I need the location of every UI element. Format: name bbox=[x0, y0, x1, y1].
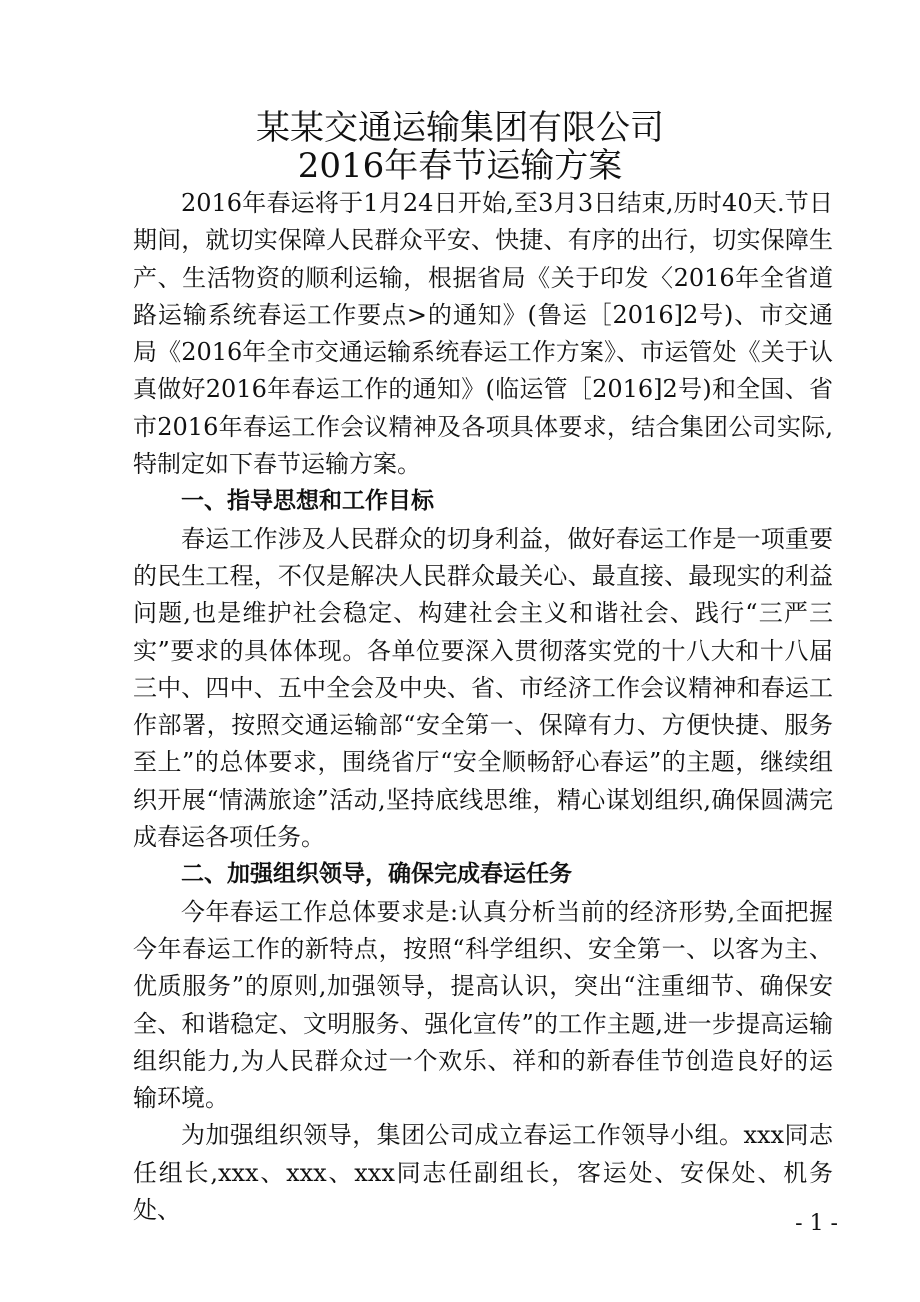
intro-paragraph: 2016年春运将于1月24日开始,至3月3日结束,历时40天.节日期间，就切实保障人民群众平安、快捷、有序的出行，切实保障生产、生活物资的顺利运输，根据省局《关于印发〈2016年全省道路运输系统春运工作要点>的通知》(鲁运［2016]2号)、市交通局《2016年全市交通运输系统春运工作方案》、市运管处《关于认真做好2016年春运工作的通知》(临运管［2016]2号)和全国、省市2016年春运工作会议精神及各项具体要求，结合集团公司实际,特制定如下春节运输方案。 bbox=[133, 189, 833, 479]
section-heading-2: 二、加强组织领导，确保完成春运任务 bbox=[181, 861, 572, 888]
page-number: - 1 - bbox=[795, 1211, 838, 1236]
section-2-paragraph-1: 今年春运工作总体要求是:认真分析当前的经济形势,全面把握今年春运工作的新特点，按照“科学组织、安全第一、以客为主、优质服务”的原则,加强领导，提高认识，突出“注重细节、确保安全、和谐稳定、文明服务、强化宣传”的工作主题,进一步提高运输组织能力,为人民群众过一个欢乐、祥和的新春佳节创造良好的运输环境。 bbox=[133, 897, 833, 1113]
section-heading-1: 一、指导思想和工作目标 bbox=[181, 488, 434, 515]
document-title: 某某交通运输集团有限公司 bbox=[256, 108, 664, 148]
section-2-paragraph-2: 为加强组织领导，集团公司成立春运工作领导小组。xxx同志任组长,xxx、xxx、xxx同志任副组长，客运处、安保处、机务处、 bbox=[133, 1121, 833, 1225]
document-subtitle: 2016年春节运输方案 bbox=[297, 146, 623, 186]
section-1-paragraph: 春运工作涉及人民群众的切身利益，做好春运工作是一项重要的民生工程，不仅是解决人民群众最关心、最直接、最现实的利益问题,也是维护社会稳定、构建社会主义和谐社会、践行“三严三实”要求的具体体现。各单位要深入贯彻落实党的十八大和十八届三中、四中、五中全会及中央、省、市经济工作会议精神和春运工作部署，按照交通运输部“安全第一、保障有力、方便快捷、服务至上”的总体要求，围绕省厅“安全顺畅舒心春运”的主题，继续组织开展“情满旅途”活动,坚持底线思维，精心谋划组织,确保圆满完成春运各项任务。 bbox=[133, 524, 833, 852]
document-body bbox=[133, 185, 833, 1229]
